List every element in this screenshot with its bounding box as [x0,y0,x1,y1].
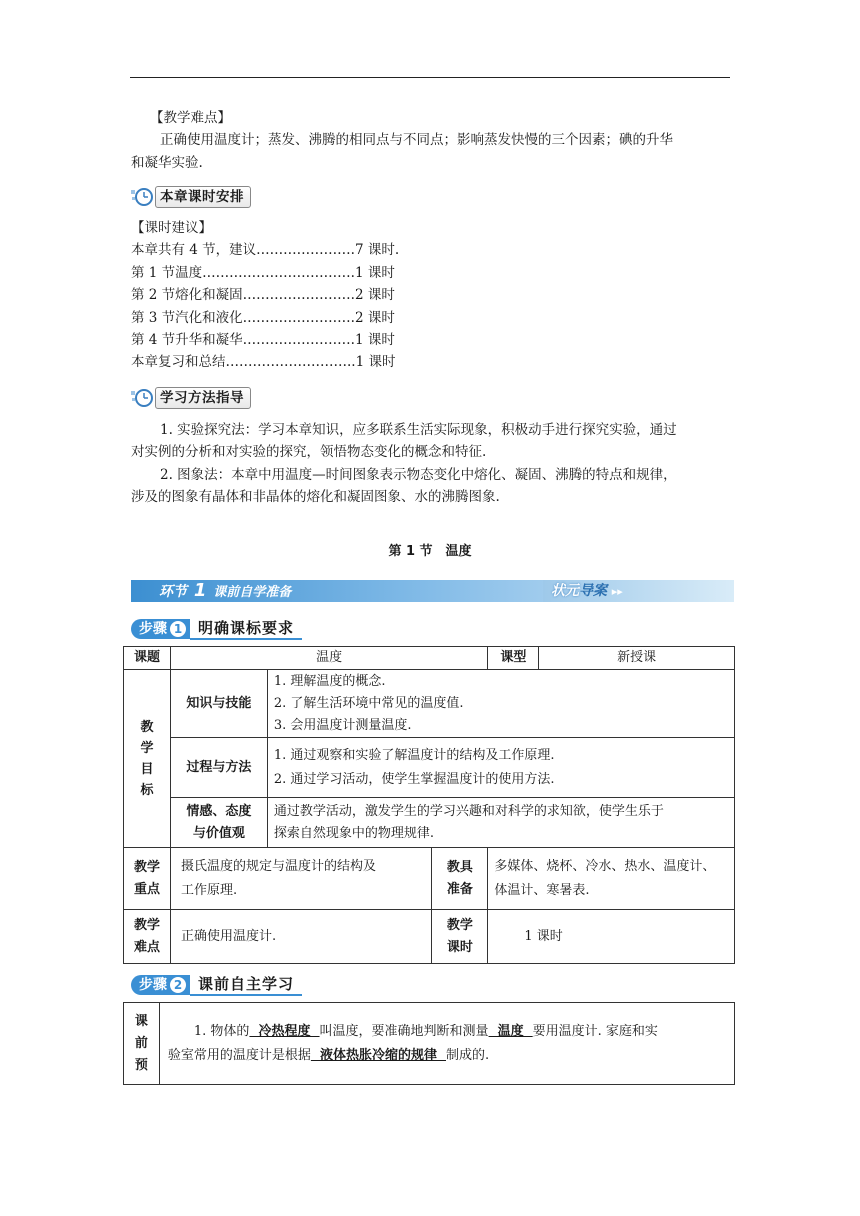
header-rule [130,77,730,78]
method-banner [131,387,251,409]
text-line: 体温计、寒暑表. [494,882,590,898]
text-span: 要用温度计. 家庭和实 [532,1023,658,1039]
stage-bar [131,580,734,602]
cell-key [170,848,432,910]
text-span: 1. 物体的 [193,1023,250,1039]
stage-number: 1 [193,580,207,601]
schedule-heading: 【课时建议】 [131,220,212,236]
label-line: 重点 [133,881,160,897]
method-banner-label: 学习方法指导 [155,387,251,409]
cell-knowledge-label: 知识与技能 [170,670,267,738]
label-line: 难点 [133,939,160,955]
schedule-row: 第 2 节熔化和凝固…………………….2 课时 [131,287,395,303]
label-line: 准备 [446,881,473,897]
cell-type: 新授课 [539,647,735,670]
list-item: 1. 通过观察和实验了解温度计的结构及工作原理. [273,747,555,763]
step-title: 明确课标要求 [190,618,302,640]
clock-icon [131,186,155,208]
label-line: 与价值观 [192,825,245,841]
label-line: 教具 [446,859,473,875]
step-label: 步骤 [139,621,167,637]
text-line: 通过教学活动，激发学生的学习兴趣和对科学的求知欲，使学生乐于 [273,803,664,819]
method-para-1-cont: 对实例的分析和对实验的探究，领悟物态变化的概念和特征. [131,444,487,460]
method-para-1: 1. 实验探究法：学习本章知识，应多联系生活实际现象，积极动手进行探究实验，通过 [160,422,677,438]
cell-type-label: 课型 [488,647,539,670]
cell-topic-label: 课题 [124,647,171,670]
schedule-row: 第 3 节汽化和液化…………………….2 课时 [131,310,395,326]
label-line: 课 [134,1013,148,1029]
label-line: 情感、态度 [186,803,252,819]
cell-key-label [124,848,171,910]
text-span: 验室常用的温度计是根据 [167,1047,311,1063]
schedule-banner-label: 本章课时安排 [155,186,251,208]
schedule-row: 第 4 节升华和凝华…………………….1 课时 [131,332,395,348]
cell-goals-label: 教 学 目 标 [124,670,171,848]
cell-topic: 温度 [170,647,487,670]
schedule-row: 第 1 节温度…………………………….1 课时 [131,265,395,281]
brand-b: 导案 [579,583,607,599]
list-item: 3. 会用温度计测量温度. [273,717,412,733]
label-line: 课时 [446,939,473,955]
label-line: 教学 [133,917,160,933]
cell-diff: 正确使用温度计. [170,910,432,964]
label-line: 预 [134,1057,148,1073]
preview-table [123,1002,735,1085]
cell-knowledge [267,670,734,738]
answer-blank: 温度 [488,1023,533,1039]
stage-label: 环节 [159,584,187,600]
schedule-row: 本章复习和总结………………………..1 课时 [131,354,396,370]
difficulty-heading: 【教学难点】 [150,110,231,126]
answer-blank: 液体热胀冷缩的规律 [310,1047,446,1063]
text-line: 工作原理. [180,882,238,898]
answer-blank: 冷热程度 [249,1023,320,1039]
schedule-banner [131,186,251,208]
text-line: 多媒体、烧杯、冷水、热水、温度计、 [494,858,716,874]
method-para-2-cont: 涉及的图象有晶体和非晶体的熔化和凝固图象、水的沸腾图象. [131,489,500,505]
cell-preview-label [124,1003,160,1085]
cell-hours: 1 课时 [488,910,735,964]
cell-emotion [267,798,734,848]
text-span: 叫温度，要准确地判断和测量 [319,1023,489,1039]
double-arrow-icon: ▸▸ [611,585,623,598]
step-label: 步骤 [139,977,167,993]
cell-tools [488,848,735,910]
cell-process-label: 过程与方法 [170,738,267,798]
list-item: 2. 了解生活环境中常见的温度值. [273,695,464,711]
step-1-header [131,618,302,640]
text-line: 摄氏温度的规定与温度计的结构及 [180,858,376,874]
brand-a: 状元 [551,583,579,599]
text-span: 制成的. [446,1047,490,1063]
step-number: 2 [170,977,186,993]
list-item: 2. 通过学习活动，使学生掌握温度计的使用方法. [273,771,555,787]
step-2-header [131,974,302,996]
cell-tools-label [432,848,488,910]
stage-title: 课前自学准备 [213,585,292,600]
step-title: 课前自主学习 [190,974,302,996]
cell-process [267,738,734,798]
step-number: 1 [170,621,186,637]
cell-hours-label [432,910,488,964]
cell-preview-text [159,1003,734,1085]
text-line: 探索自然现象中的物理规律. [273,825,434,841]
method-para-2: 2. 图象法：本章中用温度—时间图象表示物态变化中熔化、凝固、沸腾的特点和规律， [160,467,677,483]
label-line: 教学 [446,917,473,933]
difficulty-text: 正确使用温度计；蒸发、沸腾的相同点与不同点；影响蒸发快慢的三个因素；碘的升华 [160,132,673,148]
lesson-plan-table [123,646,735,964]
label-line: 前 [134,1035,148,1051]
section-title: 第 1 节 温度 [388,544,472,559]
schedule-row: 本章共有 4 节，建议………………….7 课时. [131,242,400,258]
clock-icon [131,387,155,409]
label-line: 教学 [133,859,160,875]
list-item: 1. 理解温度的概念. [273,673,386,689]
cell-diff-label [124,910,171,964]
cell-emotion-label [170,798,267,848]
difficulty-text-cont: 和凝华实验. [131,155,203,171]
